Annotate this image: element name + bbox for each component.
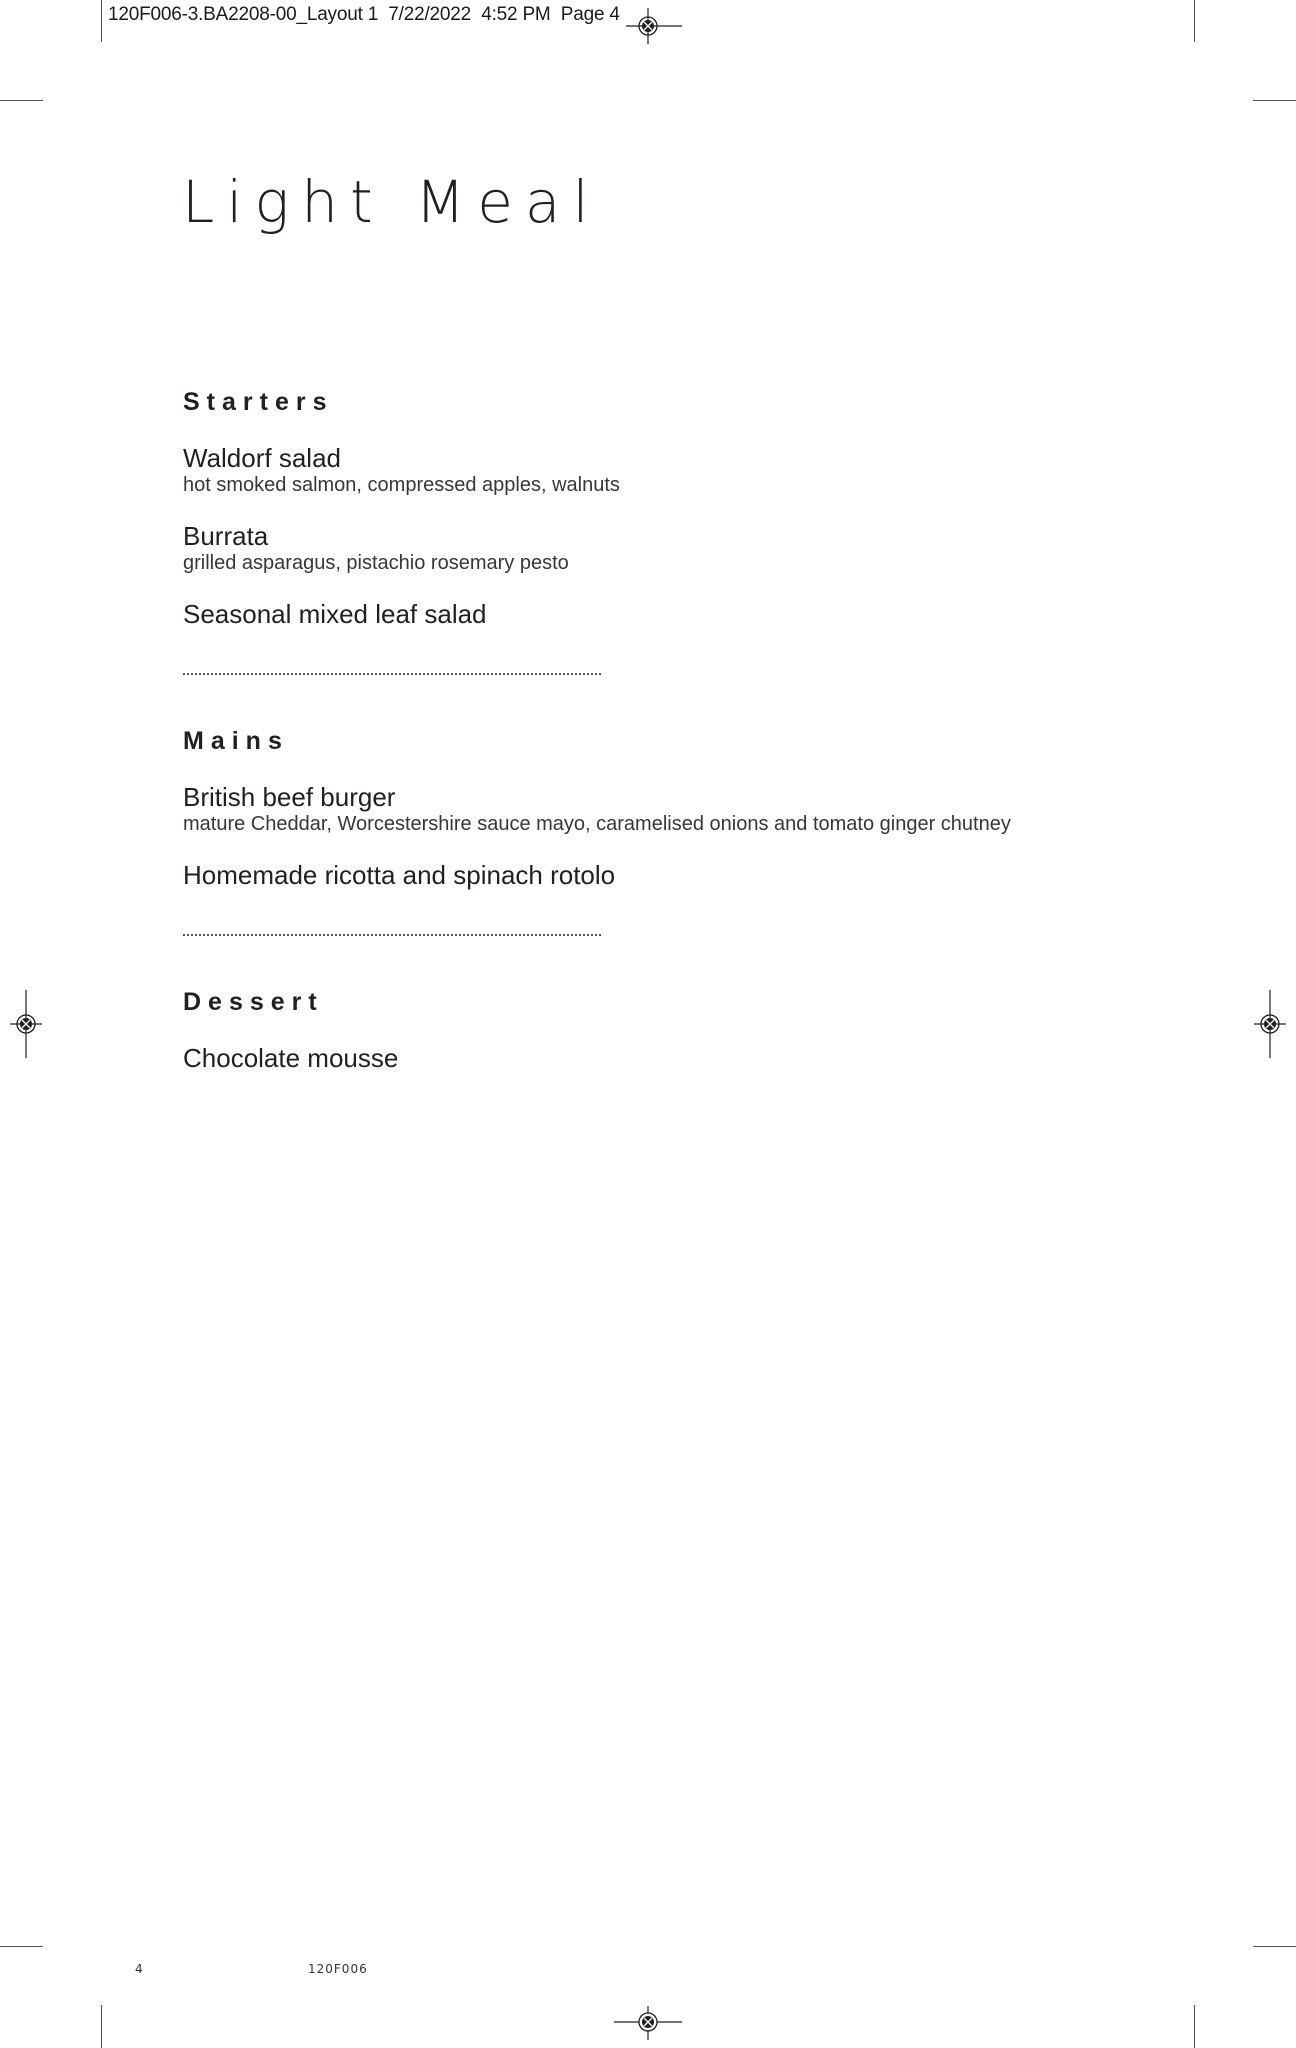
dotted-divider xyxy=(183,934,601,936)
item-description: mature Cheddar, Worcestershire sauce mayo, caramelised onions and tomato ginger chutney xyxy=(183,813,1011,835)
registration-target-icon xyxy=(6,990,46,1058)
dotted-divider xyxy=(183,673,601,675)
slug-date: 7/22/2022 xyxy=(388,4,472,25)
item-name: Waldorf salad xyxy=(183,443,341,473)
item-name: Seasonal mixed leaf salad xyxy=(183,599,487,629)
crop-mark-bottom-right-h xyxy=(1253,1946,1296,1947)
menu-body xyxy=(183,388,1143,1097)
registration-target-icon xyxy=(614,6,682,46)
menu-item xyxy=(183,443,1143,497)
crop-mark-top-left-h xyxy=(0,100,43,101)
crop-mark-bottom-left-v xyxy=(101,2005,102,2048)
section-starters xyxy=(183,388,1143,629)
section-heading: Mains xyxy=(183,727,289,755)
menu-item xyxy=(183,1043,1143,1073)
print-slug-line xyxy=(108,4,620,26)
menu-title: Light Meal xyxy=(182,168,601,236)
menu-item xyxy=(183,782,1143,836)
item-description: grilled asparagus, pistachio rosemary pesto xyxy=(183,552,569,574)
registration-target-icon xyxy=(612,2002,684,2042)
section-heading: Starters xyxy=(183,388,334,416)
item-description: hot smoked salmon, compressed apples, walnuts xyxy=(183,474,620,496)
item-name: Homemade ricotta and spinach rotolo xyxy=(183,860,616,890)
menu-item xyxy=(183,599,1143,629)
crop-mark-bottom-left-h xyxy=(0,1946,43,1947)
slug-file: 120F006-3.BA2208-00_Layout 1 xyxy=(108,4,379,25)
item-name: British beef burger xyxy=(183,782,396,812)
crop-mark-top-right-v xyxy=(1194,0,1195,42)
section-heading: Dessert xyxy=(183,988,324,1016)
registration-target-icon xyxy=(1250,990,1290,1058)
crop-mark-top-left-v xyxy=(101,0,102,42)
item-name: Chocolate mousse xyxy=(183,1043,399,1073)
slug-time: 4:52 PM xyxy=(481,4,551,25)
menu-item xyxy=(183,521,1143,575)
crop-mark-top-right-h xyxy=(1253,100,1296,101)
item-name: Burrata xyxy=(183,521,269,551)
crop-mark-bottom-right-v xyxy=(1194,2005,1195,2048)
footer-code: 120F006 xyxy=(308,1962,368,1976)
section-dessert xyxy=(183,988,1143,1073)
footer-page-number: 4 xyxy=(135,1962,143,1976)
section-mains xyxy=(183,727,1143,890)
menu-item xyxy=(183,860,1143,890)
slug-page: Page 4 xyxy=(560,4,620,25)
